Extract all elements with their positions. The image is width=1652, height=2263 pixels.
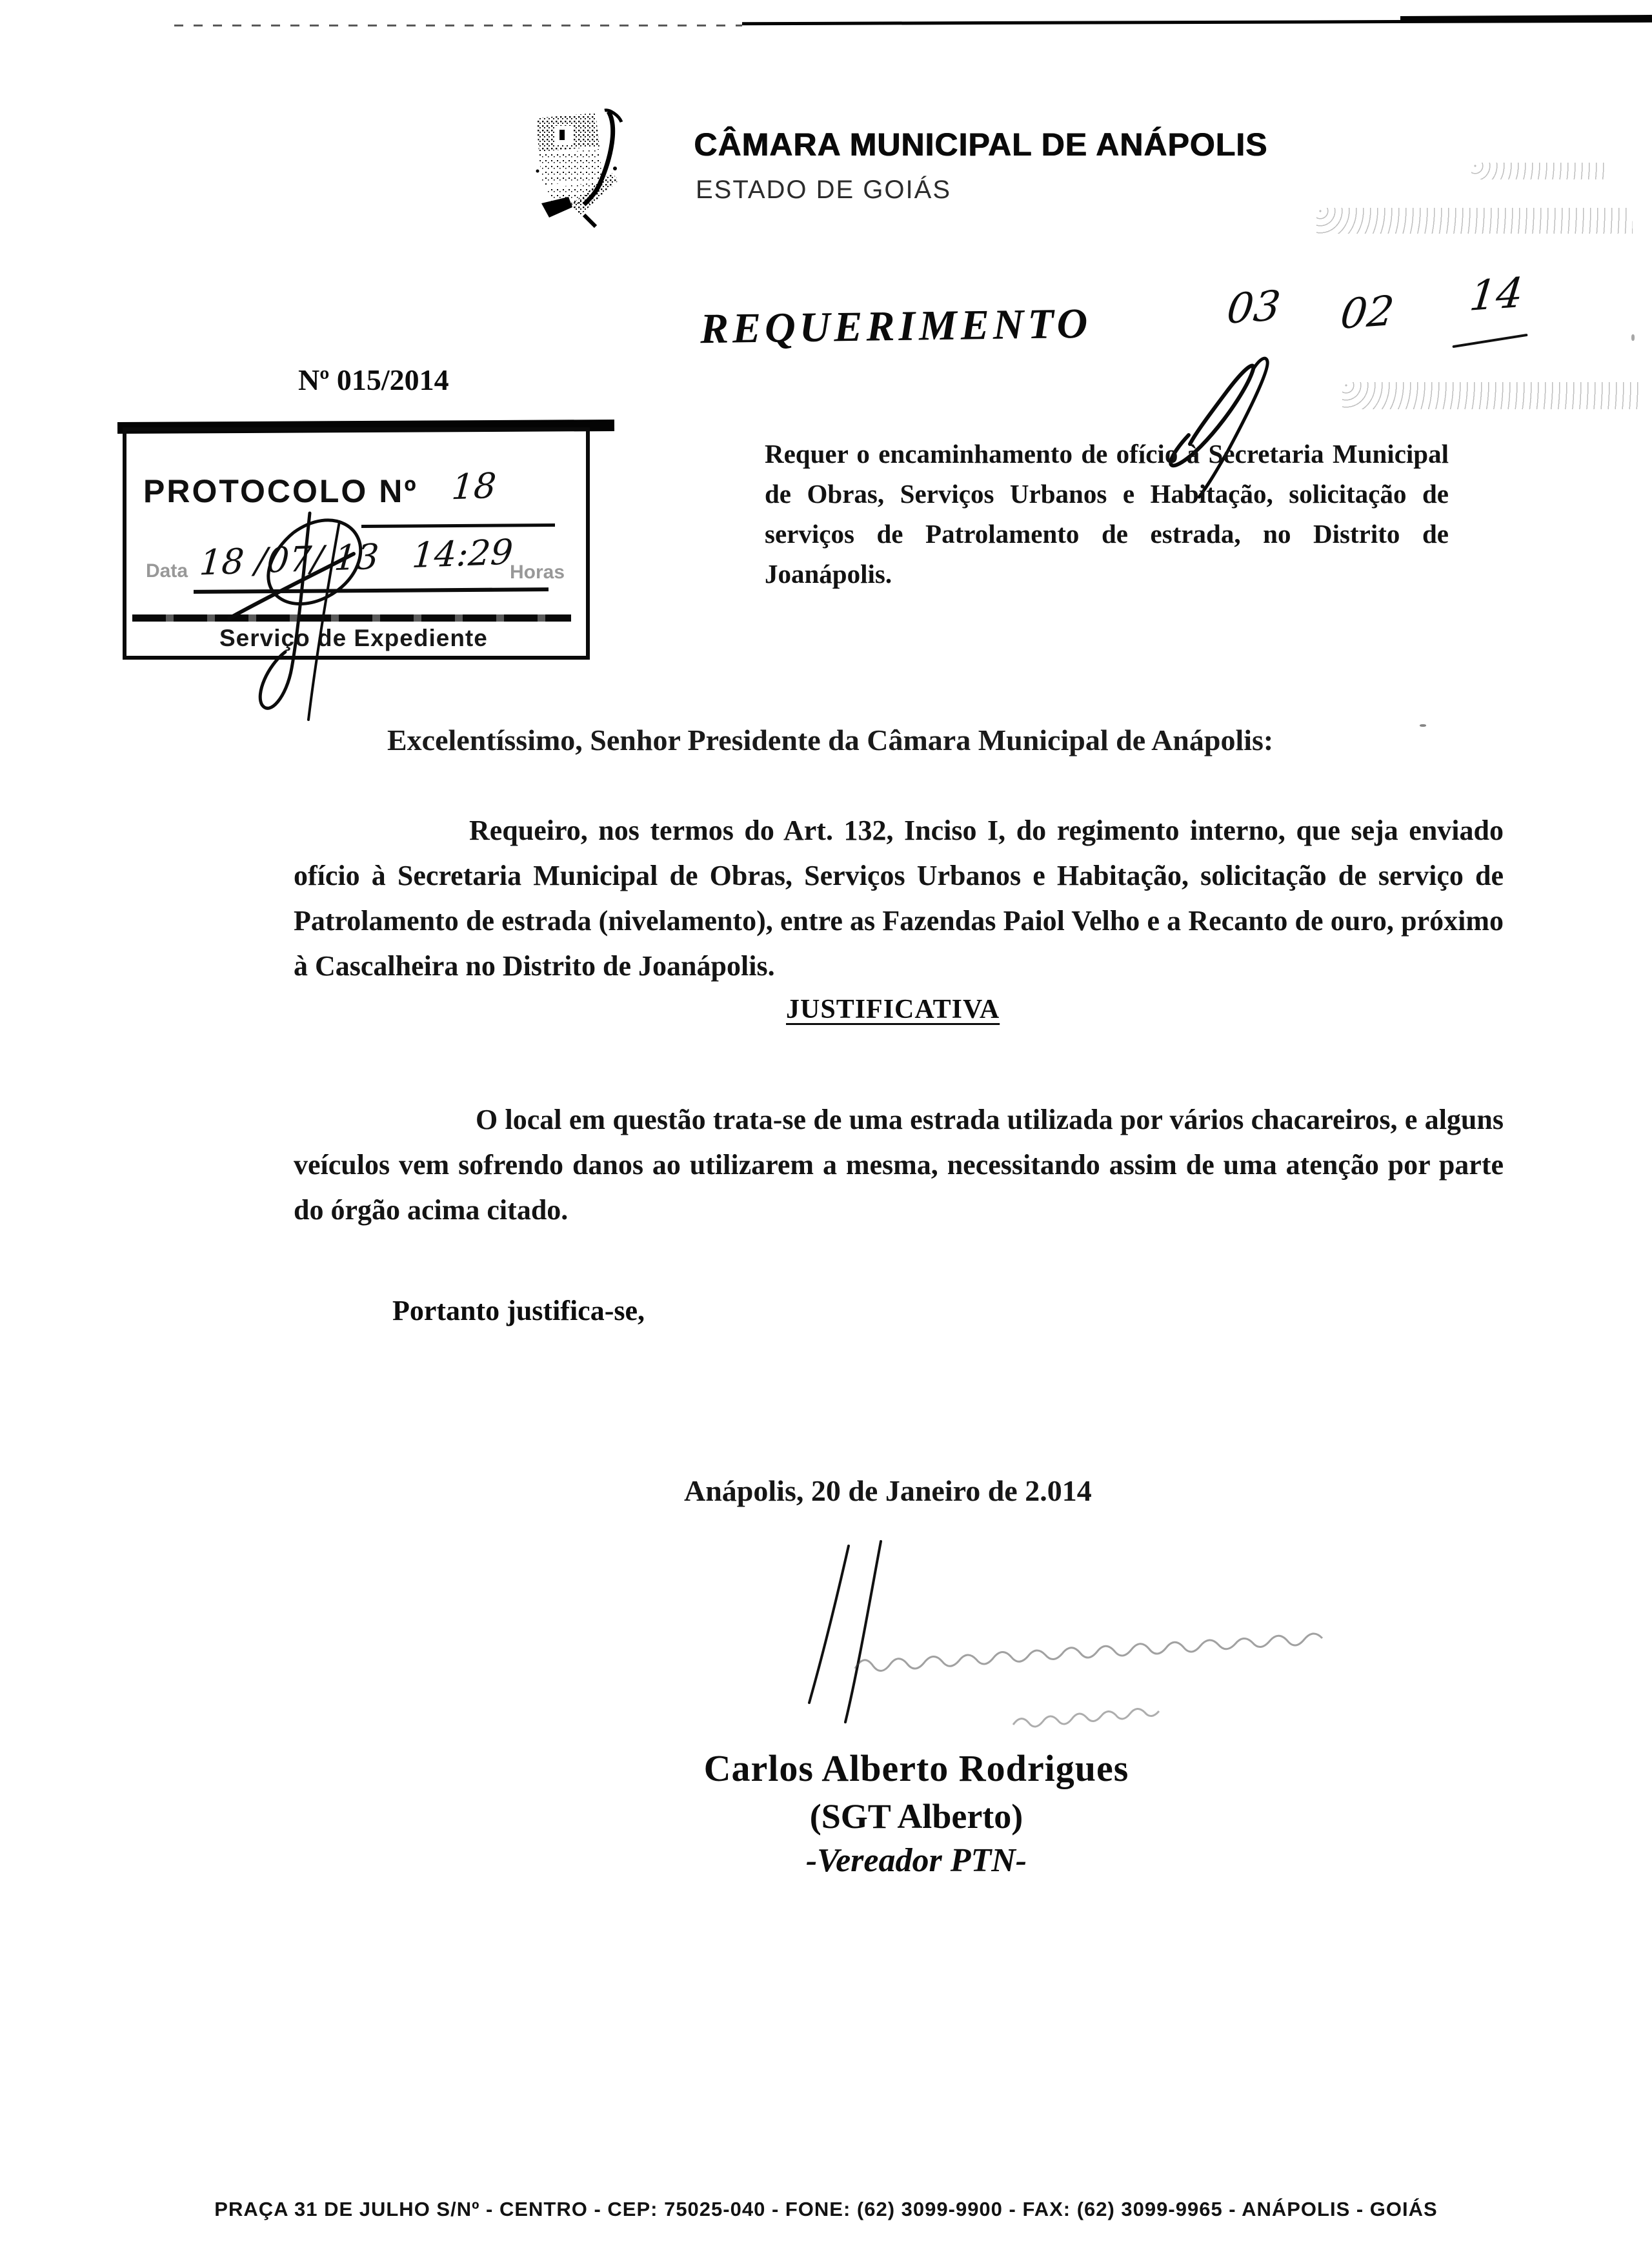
body-paragraph: Requeiro, nos termos do Art. 132, Inciso I, do regimento interno, que seja enviado ofício à Secretaria Municipal de Obras, Serviços Urbanos e Habitação, solicitação de serviço de Patrolamento de estrada (nivelamento), entre as Fazendas Paiol Velho e a Recanto de ouro, próximo à Cascalheira no Distrito de Joanápolis. xyxy=(294,815,1504,982)
justification-heading: JUSTIFICATIVA xyxy=(786,995,1000,1024)
scan-artifact-line xyxy=(174,25,742,26)
signature-scribble xyxy=(213,497,426,736)
handwritten-month: 02 xyxy=(1338,287,1396,339)
doc-number: Nº 015/2014 xyxy=(298,363,449,396)
signer-alias: (SGT Alberto) xyxy=(809,1797,1023,1836)
scan-smudge xyxy=(1342,382,1639,409)
stamp-datetime-handwritten: 18 /07/ 13 14:29 xyxy=(198,531,514,584)
salutation-line: Excelentíssimo, Senhor Presidente da Câmara Municipal de Anápolis: xyxy=(387,724,1274,756)
handwritten-year: 14 xyxy=(1467,269,1526,321)
coat-of-arms-icon xyxy=(532,107,645,239)
footer-address: PRAÇA 31 DE JULHO S/Nº - CENTRO - CEP: 75025-040 - FONE: (62) 3099-9900 - FAX: (62) 3099-9965 - ANÁPOLIS - GOIÁS xyxy=(214,2198,1438,2220)
signer-name: Carlos Alberto Rodrigues xyxy=(703,1747,1129,1789)
scan-speck xyxy=(1631,334,1635,341)
closing-line: Portanto justifica-se, xyxy=(392,1295,645,1326)
signature-scribble xyxy=(761,1530,1413,1769)
scan-smudge xyxy=(1471,163,1607,179)
org-subtitle: ESTADO DE GOIÁS xyxy=(696,176,951,204)
stamp-time-label: Horas xyxy=(510,562,565,583)
handwritten-day: 03 xyxy=(1224,282,1283,334)
signer-role: -Vereador PTN- xyxy=(805,1842,1027,1879)
justification-paragraph: O local em questão trata-se de uma estrada utilizada por vários chacareiros, e alguns veículos vem sofrendo danos ao utilizarem a mesma, necessitando assim de uma atenção por parte do órgão acima citado. xyxy=(294,1104,1504,1226)
stamp-protocol-label: PROTOCOLO Nº xyxy=(143,473,418,509)
stamp-protocol-number-handwritten: 18 xyxy=(450,465,498,508)
org-name: CÂMARA MUNICIPAL DE ANÁPOLIS xyxy=(694,127,1268,163)
stamp-date-label: Data xyxy=(146,560,188,582)
document-title: REQUERIMENTO xyxy=(700,299,1092,353)
scan-smudge xyxy=(1316,208,1633,234)
pen-underline-stroke xyxy=(1452,334,1527,348)
scan-speck xyxy=(1420,724,1426,727)
stamp-office-label: Serviço de Expediente xyxy=(219,625,488,651)
summary-paragraph: Requer o encaminhamento de ofício à Secretaria Municipal de Obras, Serviços Urbanos e Habitação, solicitação de serviços de Patrolamento de estrada, no Distrito de Joanápolis. xyxy=(765,439,1449,589)
date-line: Anápolis, 20 de Janeiro de 2.014 xyxy=(684,1474,1092,1507)
signer-block xyxy=(600,1747,1233,1880)
